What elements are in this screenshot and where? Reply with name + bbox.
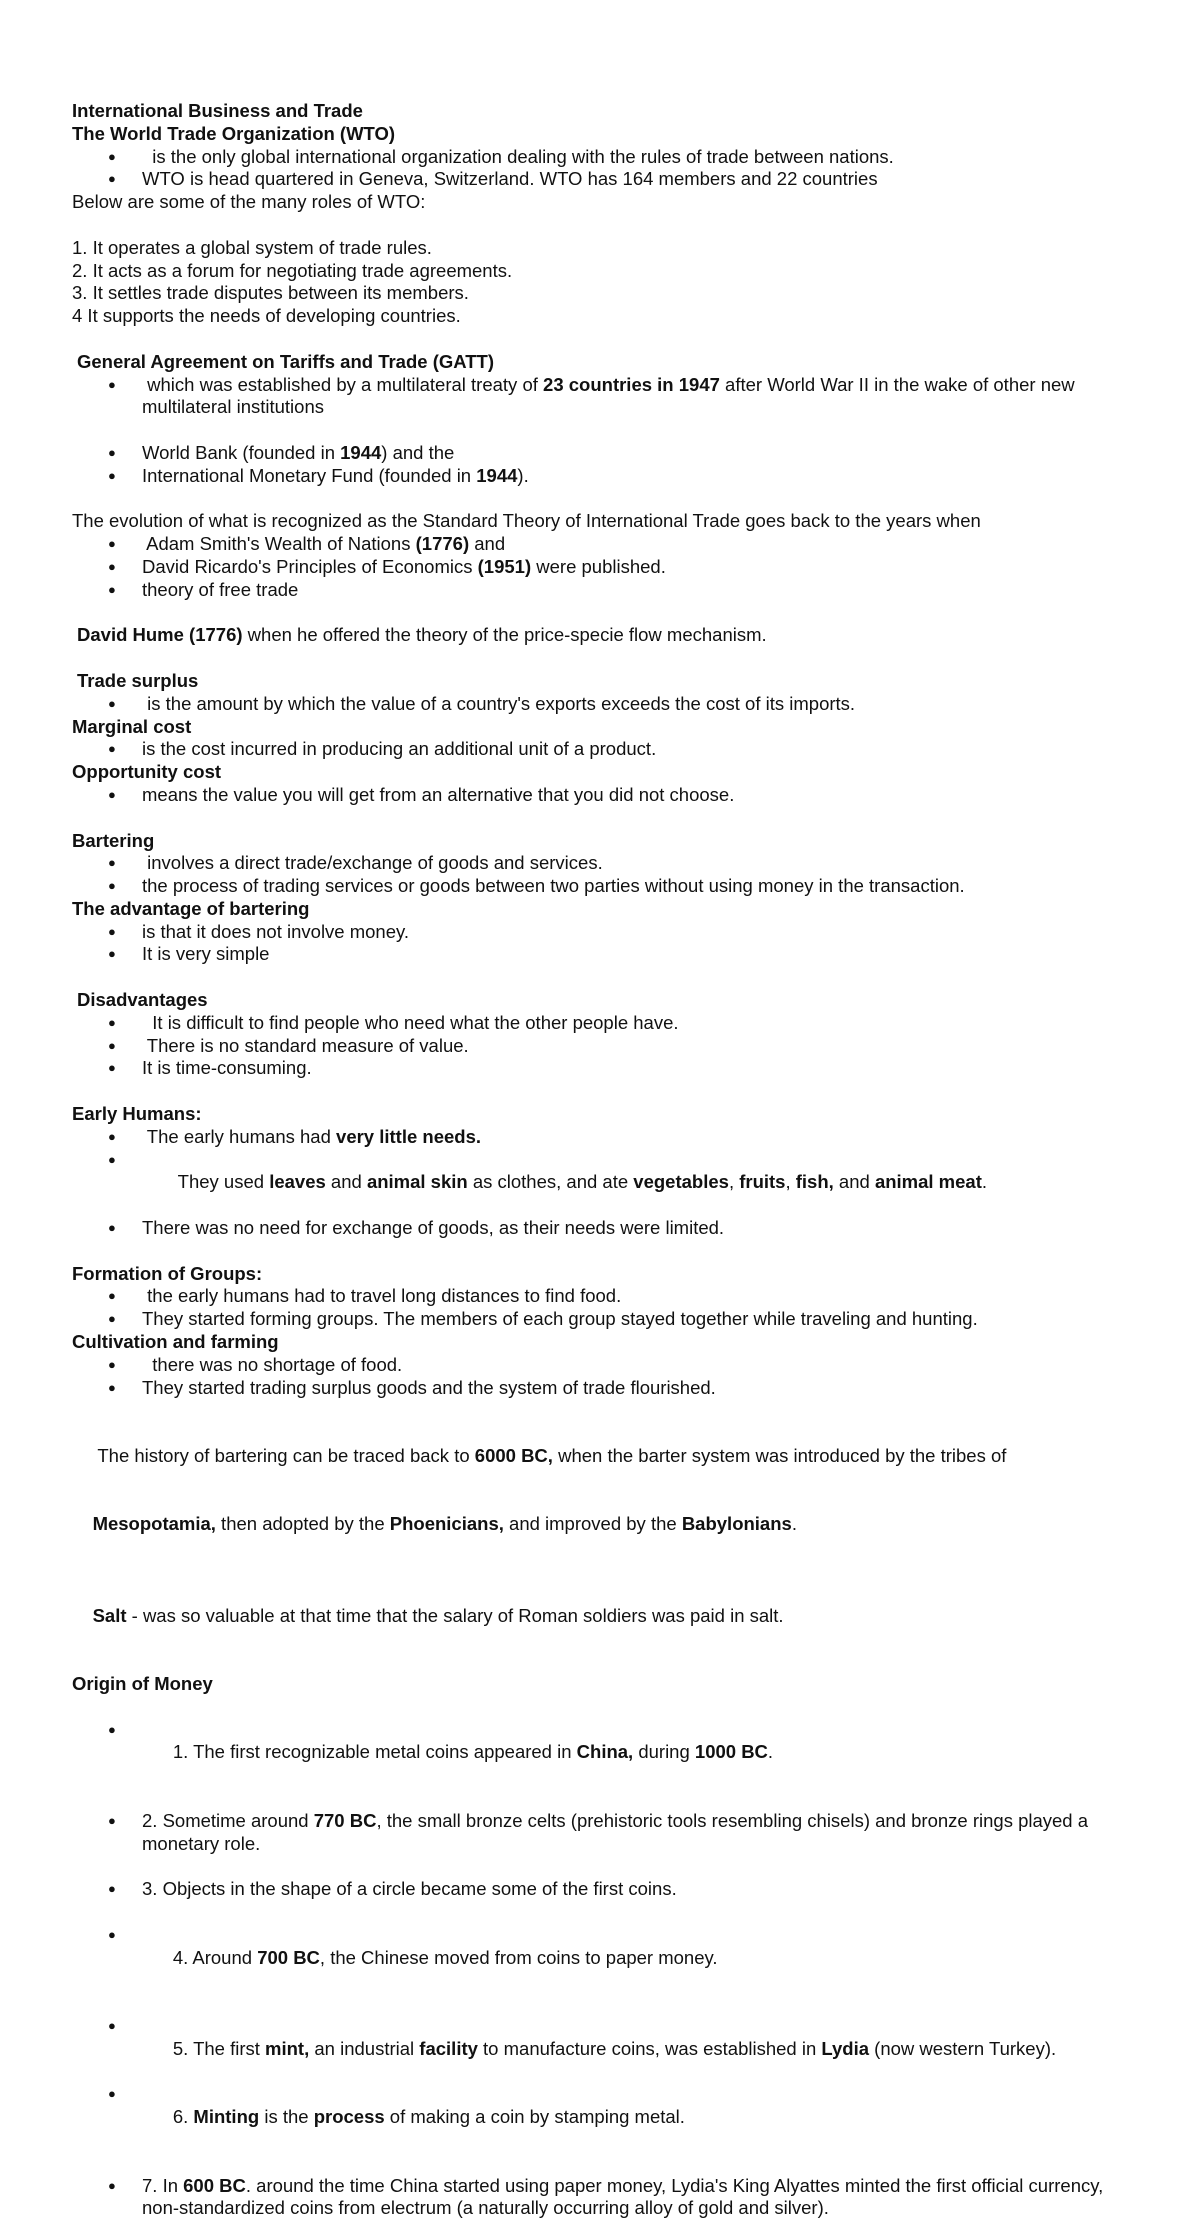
ricardo-text: David Ricardo's Principles of Economics	[142, 555, 478, 577]
money-6-process: process	[313, 2106, 385, 2128]
early-2-c2: ,	[785, 1171, 796, 1193]
money-1-b: during	[633, 1741, 695, 1763]
history-line-1	[72, 1422, 1142, 1490]
gatt-heading: General Agreement on Tariffs and Trade (GATT)	[77, 350, 494, 372]
groups-heading: Formation of Groups:	[72, 1262, 263, 1284]
wto-bullets	[72, 146, 1142, 192]
imf-year: 1944	[476, 464, 518, 486]
money-4	[72, 1924, 1142, 1992]
hume-name: David Hume (1776)	[77, 624, 243, 646]
gatt-bullet-1-bold: 23 countries in 1947	[543, 373, 720, 395]
bartering-def-2: ● the process of trading services or goods between two parties without using money in the transaction.	[72, 875, 1142, 898]
trade-surplus-bullets	[72, 693, 1142, 716]
money-7-a: 7. In	[142, 2174, 184, 2196]
trade-surplus-heading: Trade surplus	[77, 669, 199, 691]
wto-heading: The World Trade Organization (WTO)	[72, 122, 396, 144]
early-2-leaves: leaves	[269, 1171, 326, 1193]
history-phoen: Phoenicians,	[389, 1513, 504, 1535]
money-1-china: China,	[576, 1741, 634, 1763]
imf-post: ).	[517, 464, 529, 486]
money-4-b: , the Chinese moved from coins to paper money.	[319, 1946, 718, 1968]
money-7-bc: 600 BC	[183, 2174, 246, 2196]
ricardo-year: (1951)	[477, 555, 532, 577]
wto-roles-intro: Below are some of the many roles of WTO:	[72, 191, 426, 213]
money-5-c: to manufacture coins, was established in	[477, 2037, 822, 2059]
money-6-minting: Minting	[193, 2106, 260, 2128]
money-1-bc: 1000 BC	[694, 1741, 768, 1763]
hume-line	[72, 624, 1142, 647]
money-4-bc: 700 BC	[257, 1946, 320, 1968]
money-2-bc: 770 BC	[313, 1809, 377, 1831]
wto-role-3: 3. It settles trade disputes between its members.	[72, 282, 469, 304]
marginal-cost-def: ● is the cost incurred in producing an additional unit of a product.	[72, 738, 1142, 761]
world-bank-text: World Bank (founded in	[142, 441, 341, 463]
money-6-c: of making a coin by stamping metal.	[384, 2106, 685, 2128]
theory-intro: The evolution of what is recognized as the Standard Theory of International Trade goes back to the years when	[72, 510, 981, 532]
bartering-heading: Bartering	[72, 829, 155, 851]
disadvantages-bullets	[72, 1012, 1142, 1080]
money-4-a: 4. Around	[172, 1946, 258, 1968]
early-2-dot: .	[981, 1171, 988, 1193]
marginal-cost-bullets	[72, 738, 1142, 761]
world-bank-post: ) and the	[381, 441, 455, 463]
early-humans-heading: Early Humans:	[72, 1103, 202, 1125]
history-2-dot: .	[791, 1513, 797, 1535]
world-bank-year: 1944	[340, 441, 382, 463]
wto-role-1: 1. It operates a global system of trade rules.	[72, 236, 432, 258]
early-2-and: and	[325, 1171, 367, 1193]
wto-bullet-2: ● WTO is head quartered in Geneva, Switzerland. WTO has 164 members and 22 countries	[72, 168, 1142, 191]
disadvantage-1: ● It is difficult to find people who need what the other people have.	[72, 1012, 1142, 1035]
money-2-a: 2. Sometime around	[142, 1809, 314, 1831]
opportunity-cost-bullets	[72, 784, 1142, 807]
money-2	[72, 1810, 1142, 1856]
money-1-dot: .	[767, 1741, 774, 1763]
gatt-bullet-1-text: which was established by a multilateral treaty of	[142, 373, 544, 395]
gatt-bullets	[72, 374, 1142, 488]
smith-text: Adam Smith's Wealth of Nations	[142, 533, 416, 555]
money-6-a: 6.	[172, 2106, 194, 2128]
early-humans-bullets	[72, 1126, 1142, 1240]
early-2-fruits: fruits	[739, 1171, 786, 1193]
money-1	[72, 1719, 1142, 1787]
gatt-bullet-1	[72, 374, 1142, 420]
history-line-2	[72, 1491, 1142, 1559]
early-2-ate: as clothes, and ate	[467, 1171, 634, 1193]
early-1-bold: very little needs.	[336, 1125, 482, 1147]
money-1-a: 1. The first recognizable metal coins appeared in	[172, 1741, 577, 1763]
history-1-a: The history of bartering can be traced back to	[92, 1445, 475, 1467]
theory-ricardo	[72, 556, 1142, 579]
document-title: International Business and Trade	[72, 100, 363, 121]
cultivation-2: ● They started trading surplus goods and the system of trade flourished.	[72, 1377, 1142, 1400]
theory-bullets	[72, 533, 1142, 601]
early-humans-2	[72, 1149, 1142, 1217]
advantage-1: ● is that it does not involve money.	[72, 921, 1142, 944]
money-7-b: . around the time China started using paper money, Lydia's King Alyattes minted the first official currency, non-standardized coins from electrum (a naturally occurring alloy of gold and silver).	[142, 2174, 1104, 2219]
history-2-b: and improved by the	[503, 1513, 682, 1535]
imf-text: International Monetary Fund (founded in	[142, 464, 477, 486]
wto-role-4: 4 It supports the needs of developing countries.	[72, 305, 461, 327]
money-5-mint: mint,	[265, 2037, 310, 2059]
ricardo-post: were published.	[531, 555, 666, 577]
salt-text: - was so valuable at that time that the salary of Roman soldiers was paid in salt.	[126, 1604, 784, 1626]
early-humans-1	[72, 1126, 1142, 1149]
money-3: ● 3. Objects in the shape of a circle became some of the first coins.	[72, 1878, 1142, 1901]
money-6	[72, 2083, 1142, 2151]
document-page	[72, 100, 1142, 2220]
money-5	[72, 2015, 1142, 2083]
early-2-a: They used	[172, 1171, 270, 1193]
wto-bullet-1: ● is the only global international organization dealing with the rules of trade between nations.	[72, 146, 1142, 169]
advantage-heading: The advantage of bartering	[72, 897, 310, 919]
disadvantages-heading: Disadvantages	[77, 989, 208, 1011]
early-2-veg: vegetables	[633, 1171, 729, 1193]
salt-word: Salt	[92, 1604, 127, 1626]
advantage-bullets	[72, 921, 1142, 967]
early-humans-3: ● There was no need for exchange of goods, as their needs were limited.	[72, 1217, 1142, 1240]
opportunity-cost-heading: Opportunity cost	[72, 761, 222, 783]
cultivation-1: ● there was no shortage of food.	[72, 1354, 1142, 1377]
bartering-bullets	[72, 852, 1142, 898]
history-2-a: then adopted by the	[215, 1513, 390, 1535]
gatt-world-bank	[72, 442, 1142, 465]
money-5-d: (now western Turkey).	[869, 2037, 1057, 2059]
advantage-2: ● It is very simple	[72, 943, 1142, 966]
history-1-b: when the barter system was introduced by the tribes of	[552, 1445, 1007, 1467]
theory-free-trade: ● theory of free trade	[72, 579, 1142, 602]
history-meso: Mesopotamia,	[92, 1513, 216, 1535]
smith-post: and	[469, 533, 506, 555]
smith-year: (1776)	[415, 533, 470, 555]
money-5-facility: facility	[419, 2037, 478, 2059]
early-2-skin: animal skin	[366, 1171, 468, 1193]
money-2-b: , the small bronze celts (prehistoric tools resembling chisels) and bronze rings played a monetary role.	[142, 1809, 1089, 1854]
money-heading: Origin of Money	[72, 1672, 213, 1694]
early-1-text: The early humans had	[142, 1125, 337, 1147]
marginal-cost-heading: Marginal cost	[72, 715, 192, 737]
hume-text: when he offered the theory of the price-specie flow mechanism.	[242, 624, 767, 646]
theory-smith	[72, 533, 1142, 556]
bartering-def-1: ● involves a direct trade/exchange of goods and services.	[72, 852, 1142, 875]
groups-1: ● the early humans had to travel long distances to find food.	[72, 1285, 1142, 1308]
wto-role-2: 2. It acts as a forum for negotiating trade agreements.	[72, 259, 513, 281]
cultivation-bullets	[72, 1354, 1142, 1400]
money-7	[72, 2175, 1142, 2220]
trade-surplus-def: ● is the amount by which the value of a country's exports exceeds the cost of its imports.	[72, 693, 1142, 716]
early-2-and2: and	[833, 1171, 875, 1193]
groups-2: ● They started forming groups. The members of each group stayed together while traveling and hunting.	[72, 1308, 1142, 1331]
money-5-b: an industrial	[309, 2037, 420, 2059]
money-bullets	[72, 1719, 1142, 2220]
history-baby: Babylonians	[681, 1513, 792, 1535]
salt-line	[72, 1582, 1142, 1650]
groups-bullets	[72, 1285, 1142, 1331]
gatt-bullet-1-post: after World War II in the wake of other new multilateral institutions	[142, 373, 1075, 418]
cultivation-heading: Cultivation and farming	[72, 1331, 279, 1353]
history-1-bc: 6000 BC,	[474, 1445, 553, 1467]
gatt-imf	[72, 465, 1142, 488]
money-5-a: 5. The first	[172, 2037, 266, 2059]
early-2-fish: fish,	[795, 1171, 834, 1193]
early-2-c1: ,	[728, 1171, 740, 1193]
early-2-meat: animal meat	[874, 1171, 982, 1193]
disadvantage-3: ● It is time-consuming.	[72, 1057, 1142, 1080]
opportunity-cost-def: ● means the value you will get from an alternative that you did not choose.	[72, 784, 1142, 807]
money-6-b: is the	[259, 2106, 314, 2128]
money-5-lydia: Lydia	[821, 2037, 870, 2059]
disadvantage-2: ● There is no standard measure of value.	[72, 1035, 1142, 1058]
